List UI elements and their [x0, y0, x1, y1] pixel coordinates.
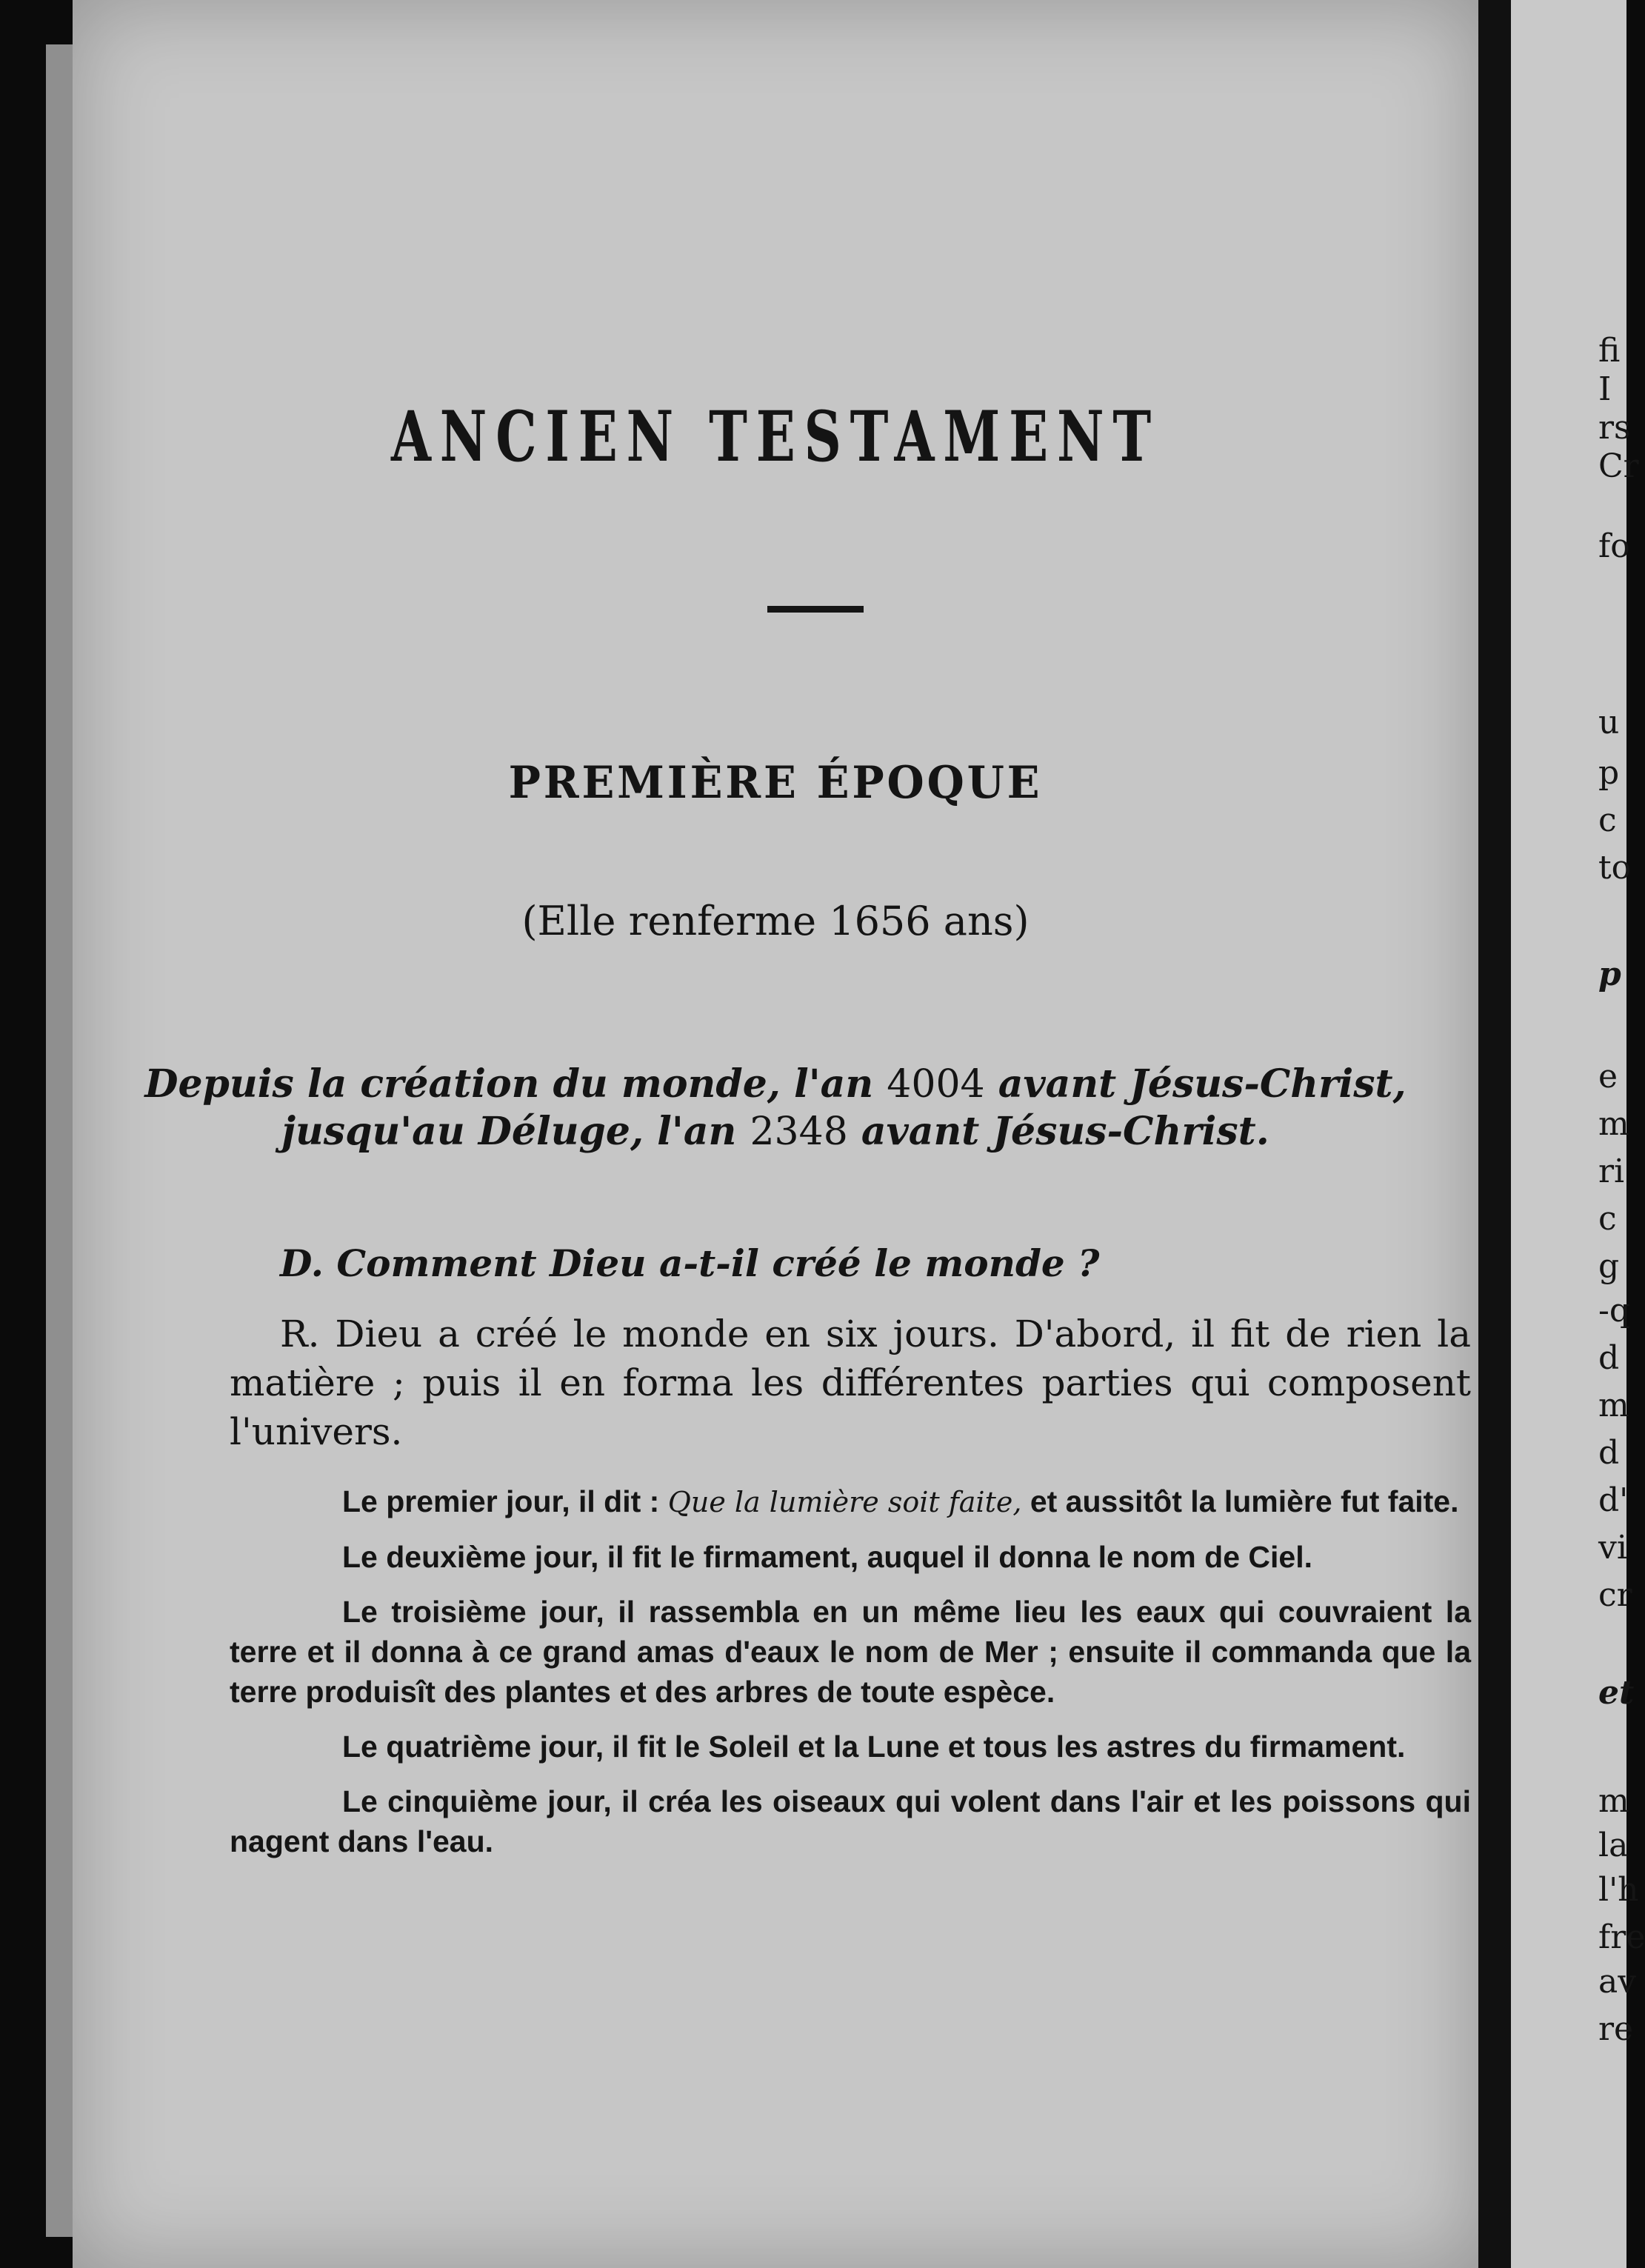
catechism-answer: R. Dieu a créé le monde en six jours. D'abord, il fit de rien la matière ; puis il en forma les différentes parties qui composent l'univers. — [230, 1313, 1471, 1453]
fragment: d — [1598, 1339, 1620, 1377]
fragment: -q — [1598, 1292, 1631, 1330]
fragment: ri — [1598, 1153, 1625, 1190]
fragment: I — [1598, 370, 1612, 408]
fragment: p — [1598, 754, 1620, 792]
fragment: m — [1598, 1782, 1629, 1820]
fragment: Cr — [1598, 447, 1639, 485]
fragment: c — [1598, 1200, 1617, 1238]
day-text: et aussitôt la lumière fut faite. — [1021, 1484, 1459, 1518]
period-description — [73, 1061, 1478, 1155]
book-gutter — [1478, 0, 1511, 2268]
fragment: av — [1598, 1963, 1637, 2001]
creation-days — [230, 1481, 1471, 1876]
day-paragraph: Le cinquième jour, il créa les oiseaux qui volent dans l'air et les poissons qui nagent dans l'eau. — [230, 1784, 1471, 1858]
fragment: la — [1598, 1827, 1629, 1864]
page-title: ANCIEN TESTAMENT — [390, 396, 1161, 478]
period-text: avant Jésus-Christ. — [847, 1109, 1269, 1154]
page-content — [73, 0, 1478, 2268]
fragment: fre — [1598, 1918, 1645, 1956]
fragment: fi — [1598, 332, 1621, 370]
fragment: re — [1598, 2010, 1634, 2048]
fragment: c — [1598, 801, 1617, 839]
day-paragraph: Le troisième jour, il rassembla en un même lieu les eaux qui couvraient la terre et il donna à ce grand amas d'eaux le nom de Mer ; ensuite il commanda que la terre produisît des plantes et des arbres de toute espèce. — [230, 1595, 1471, 1709]
fragment: e — [1598, 1058, 1618, 1095]
year-end: 2348 — [750, 1110, 848, 1154]
fragment: vi — [1598, 1529, 1627, 1567]
title-rule — [767, 606, 864, 613]
fragment: et — [1598, 1674, 1635, 1712]
fragment: p — [1598, 955, 1621, 993]
fragment: m — [1598, 1387, 1629, 1424]
fragment: to — [1598, 849, 1632, 887]
section-duration: (Elle renferme 1656 ans) — [521, 898, 1030, 944]
fragment: d — [1598, 1434, 1620, 1472]
period-line-1 — [73, 1061, 1478, 1108]
period-text: avant Jésus-Christ, — [984, 1061, 1407, 1107]
fragment: d' — [1598, 1481, 1629, 1519]
fragment: g — [1598, 1247, 1620, 1285]
adjacent-page-fragment — [1511, 0, 1645, 2268]
section-heading: PREMIÈRE ÉPOQUE — [508, 757, 1043, 809]
year-start: 4004 — [887, 1062, 985, 1107]
day-quote: Que la lumière soit faite, — [667, 1486, 1022, 1518]
fragment: fo — [1598, 527, 1630, 565]
fragment: l'h — [1598, 1871, 1639, 1909]
day-paragraph: Le deuxième jour, il fit le firmament, auquel il donna le nom de Ciel. — [342, 1540, 1312, 1574]
period-text: jusqu'au Déluge, l'an — [281, 1109, 750, 1154]
day-paragraph: Le quatrième jour, il fit le Soleil et la Lune et tous les astres du firmament. — [342, 1730, 1406, 1764]
period-text: Depuis la création du monde, l'an — [144, 1061, 887, 1107]
fragment: rs — [1598, 409, 1631, 447]
period-line-2 — [73, 1108, 1478, 1155]
fragment: m — [1598, 1105, 1629, 1143]
day-text: Le premier jour, il dit : — [342, 1484, 668, 1518]
fragment: u — [1598, 704, 1620, 741]
day-paragraph — [230, 1481, 1471, 1522]
page-edge — [46, 44, 76, 2237]
fragment: cr — [1598, 1576, 1632, 1614]
catechism-question: D. Comment Dieu a-t-il créé le monde ? — [280, 1241, 1100, 1285]
